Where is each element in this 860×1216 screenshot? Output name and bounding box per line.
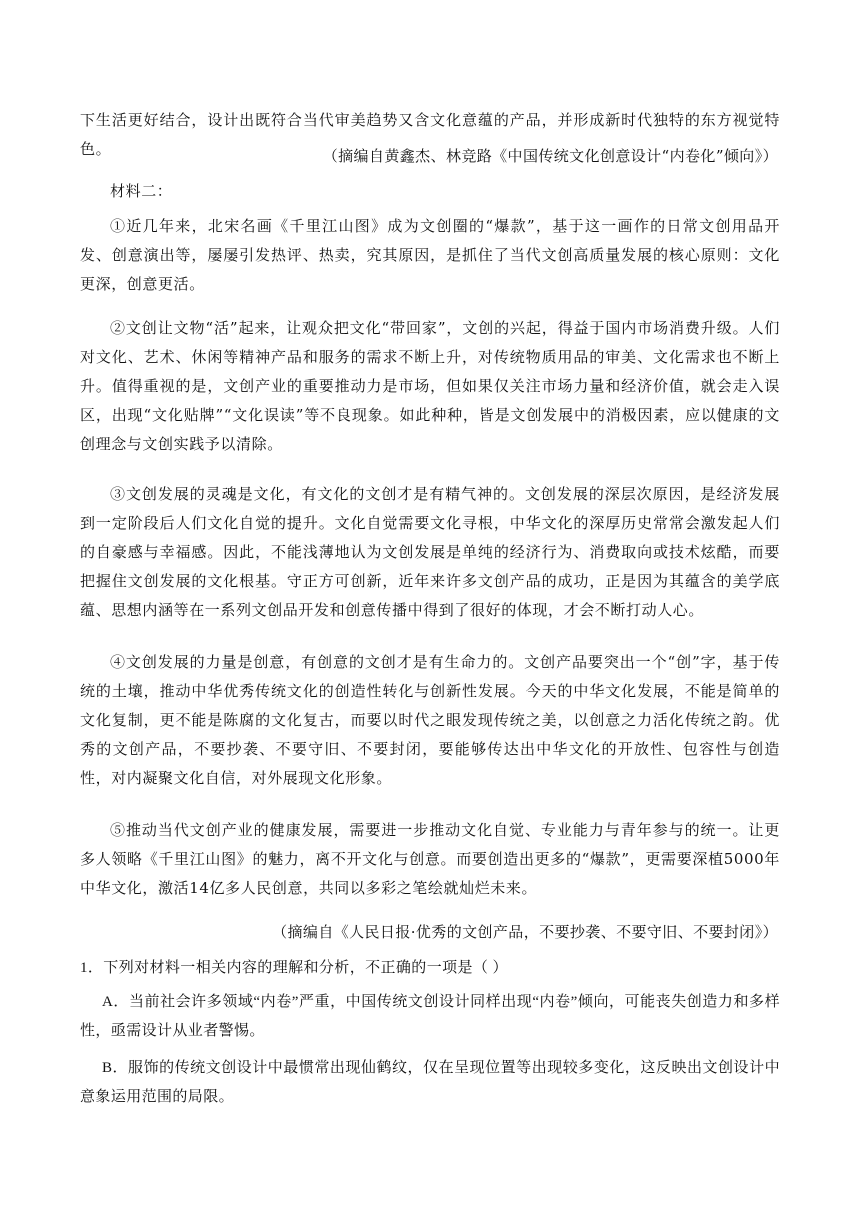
material-2-source: （摘编自《人民日报·优秀的文创产品，不要抄袭、不要守旧、不要封闭》） (272, 923, 778, 941)
question-1-stem: 1．下列对材料一相关内容的理解和分析，不正确的一项是（ ） (80, 960, 508, 976)
material-2-paragraph-1: ①近几年来，北宋名画《千里江山图》成为文创圈的“爆款”，基于这一画作的日常文创用品开发、创意演出等，屡屡引发热评、热卖，究其原因，是抓住了当代文创高质量发展的核心原则：文化更深，创意更活。 (80, 217, 780, 293)
material-2-paragraph-2: ②文创让文物“活”起来，让观众把文化“带回家”，文创的兴起，得益于国内市场消费升级。人们对文化、艺术、休闲等精神产品和服务的需求不断上升，对传统物质用品的审美、文化需求也不断上升。值得重视的是，文创产业的重要推动力是市场，但如果仅关注市场力量和经济价值，就会走入误区，出现“文化贴牌”“文化误读”等不良现象。如此种种，皆是文创发展中的消极因素，应以健康的文创理念与文创实践予以清除。 (80, 319, 780, 453)
question-1-option-b[interactable]: B．服饰的传统文创设计中最惯常出现仙鹤纹，仅在呈现位置等出现较多变化，这反映出文创设计中意象运用范围的局限。 (80, 1060, 780, 1105)
material-2-paragraph-5: ⑤推动当代文创产业的健康发展，需要进一步推动文化自觉、专业能力与青年参与的统一。让更多人领略《千里江山图》的魅力，离不开文化与创意。而要创造出更多的“爆款”，更需要深植5000年中华文化，激活14亿多人民创意，共同以多彩之笔绘就灿烂未来。 (80, 821, 780, 897)
material-2-paragraph-3: ③文创发展的灵魂是文化，有文化的文创才是有精气神的。文创发展的深层次原因，是经济发展到一定阶段后人们文化自觉的提升。文化自觉需要文化寻根，中华文化的深厚历史常常会激发起人们的自豪感与幸福感。因此，不能浅薄地认为文创发展是单纯的经济行为、消费取向或技术炫酷，而要把握住文创发展的文化根基。守正方可创新，近年来许多文创产品的成功，正是因为其蕴含的美学底蕴、思想内涵等在一系列文创品开发和创意传播中得到了很好的体现，才会不断打动人心。 (80, 485, 780, 619)
question-1-option-a[interactable]: A．当前社会许多领域“内卷”严重，中国传统文创设计同样出现“内卷”倾向，可能丧失创造力和多样性，亟需设计从业者警惕。 (80, 994, 780, 1039)
material-2-paragraph-4: ④文创发展的力量是创意，有创意的文创才是有生命力的。文创产品要突出一个“创”字，基于传统的土壤，推动中华优秀传统文化的创造性转化与创新性发展。今天的中华文化发展，不能是简单的文化复制，更不能是陈腐的文化复古，而要以时代之眼发现传统之美，以创意之力活化传统之韵。优秀的文创产品，不要抄袭、不要守旧、不要封闭，要能够传达出中华文化的开放性、包容性与创造性，对内凝聚文化自信，对外展现文化形象。 (80, 653, 780, 787)
material-1-source: （摘编自黄鑫杰、林竞路《中国传统文化创意设计“内卷化”倾向》） (322, 147, 778, 165)
material-1-closing-line: 下生活更好结合，设计出既符合当代审美趋势又含文化意蕴的产品，并形成新时代独特的东方视觉特色。 (80, 111, 780, 158)
material-2-heading: 材料二： (110, 182, 173, 200)
